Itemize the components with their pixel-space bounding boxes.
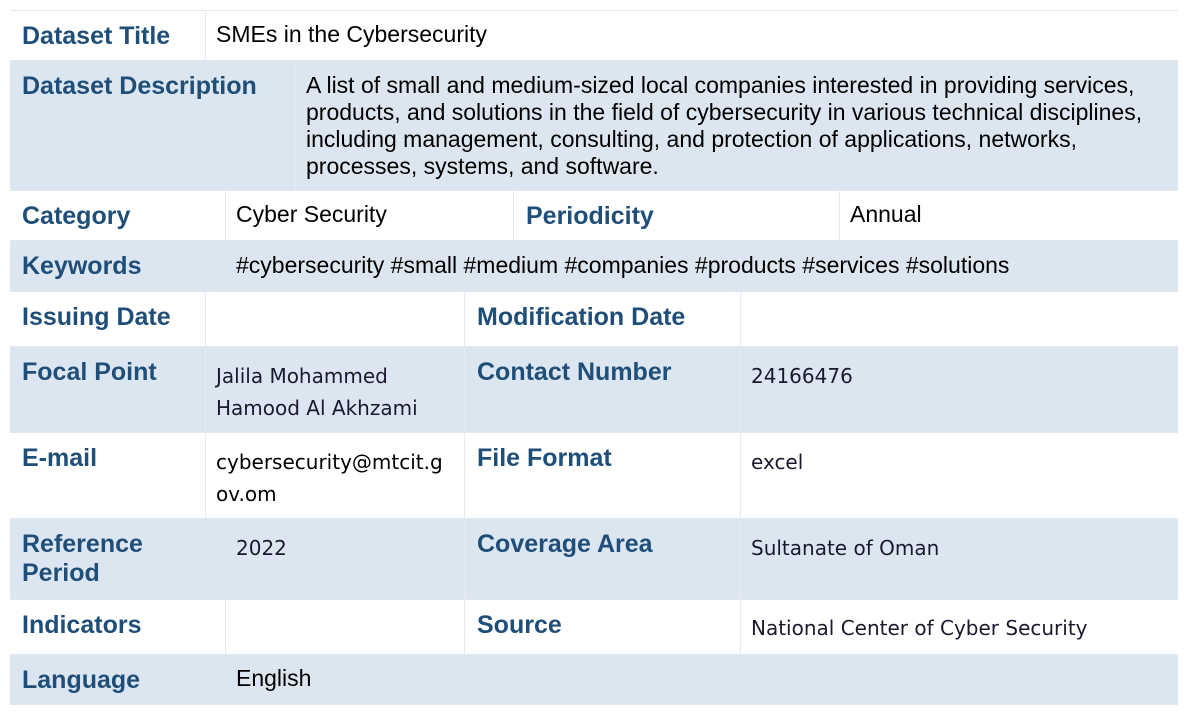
contact-number-label: Contact Number: [477, 358, 672, 386]
row-indicators: [10, 599, 1178, 655]
file-format-value: excel: [751, 450, 804, 474]
email-label: E-mail: [22, 444, 98, 472]
keywords-value: #cybersecurity #small #medium #companies #products #services #solutions: [236, 252, 1010, 278]
row-keywords: [10, 240, 1178, 292]
contact-number-value: 24166476: [751, 364, 853, 388]
focal-point-label: Focal Point: [22, 358, 157, 386]
focal-point-value: Jalila Mohammed Hamood Al Akhzami: [216, 364, 418, 420]
row-issuing-date: [10, 291, 1178, 347]
email-value: cybersecurity@mtcit.gov.om: [216, 450, 443, 506]
coverage-area-label: Coverage Area: [477, 530, 653, 558]
row-focal-point: [10, 346, 1178, 433]
category-value: Cyber Security: [236, 201, 387, 227]
file-format-label: File Format: [477, 444, 612, 472]
row-email: [10, 432, 1178, 519]
dataset-description-value: A list of small and medium-sized local companies interested in providing services, products, and solutions in the field of cybersecurity in various technical disciplines, including management, consulting, and protection of applications, networks, processes, systems, and software.: [306, 72, 1143, 179]
row-language: [10, 654, 1178, 705]
coverage-area-value: Sultanate of Oman: [751, 536, 940, 560]
table-bottom-border: [10, 704, 1178, 705]
periodicity-value: Annual: [850, 201, 922, 227]
row-category: [10, 190, 1178, 241]
row-dataset-description: [10, 60, 1178, 191]
dataset-title-label: Dataset Title: [22, 22, 171, 50]
keywords-label: Keywords: [22, 252, 142, 280]
language-label: Language: [22, 666, 141, 694]
periodicity-label: Periodicity: [526, 202, 654, 230]
row-dataset-title: [10, 10, 1178, 61]
issuing-date-label: Issuing Date: [22, 303, 171, 331]
language-value: English: [236, 665, 312, 691]
reference-period-label: Reference Period: [22, 530, 143, 587]
category-label: Category: [22, 202, 131, 230]
dataset-title-value: SMEs in the Cybersecurity: [216, 21, 487, 47]
indicators-label: Indicators: [22, 611, 142, 639]
row-reference-period: [10, 518, 1178, 600]
dataset-description-label: Dataset Description: [22, 72, 257, 100]
reference-period-value: 2022: [236, 536, 287, 560]
source-label: Source: [477, 611, 562, 639]
modification-date-label: Modification Date: [477, 303, 686, 331]
source-value: National Center of Cyber Security: [751, 616, 1088, 640]
